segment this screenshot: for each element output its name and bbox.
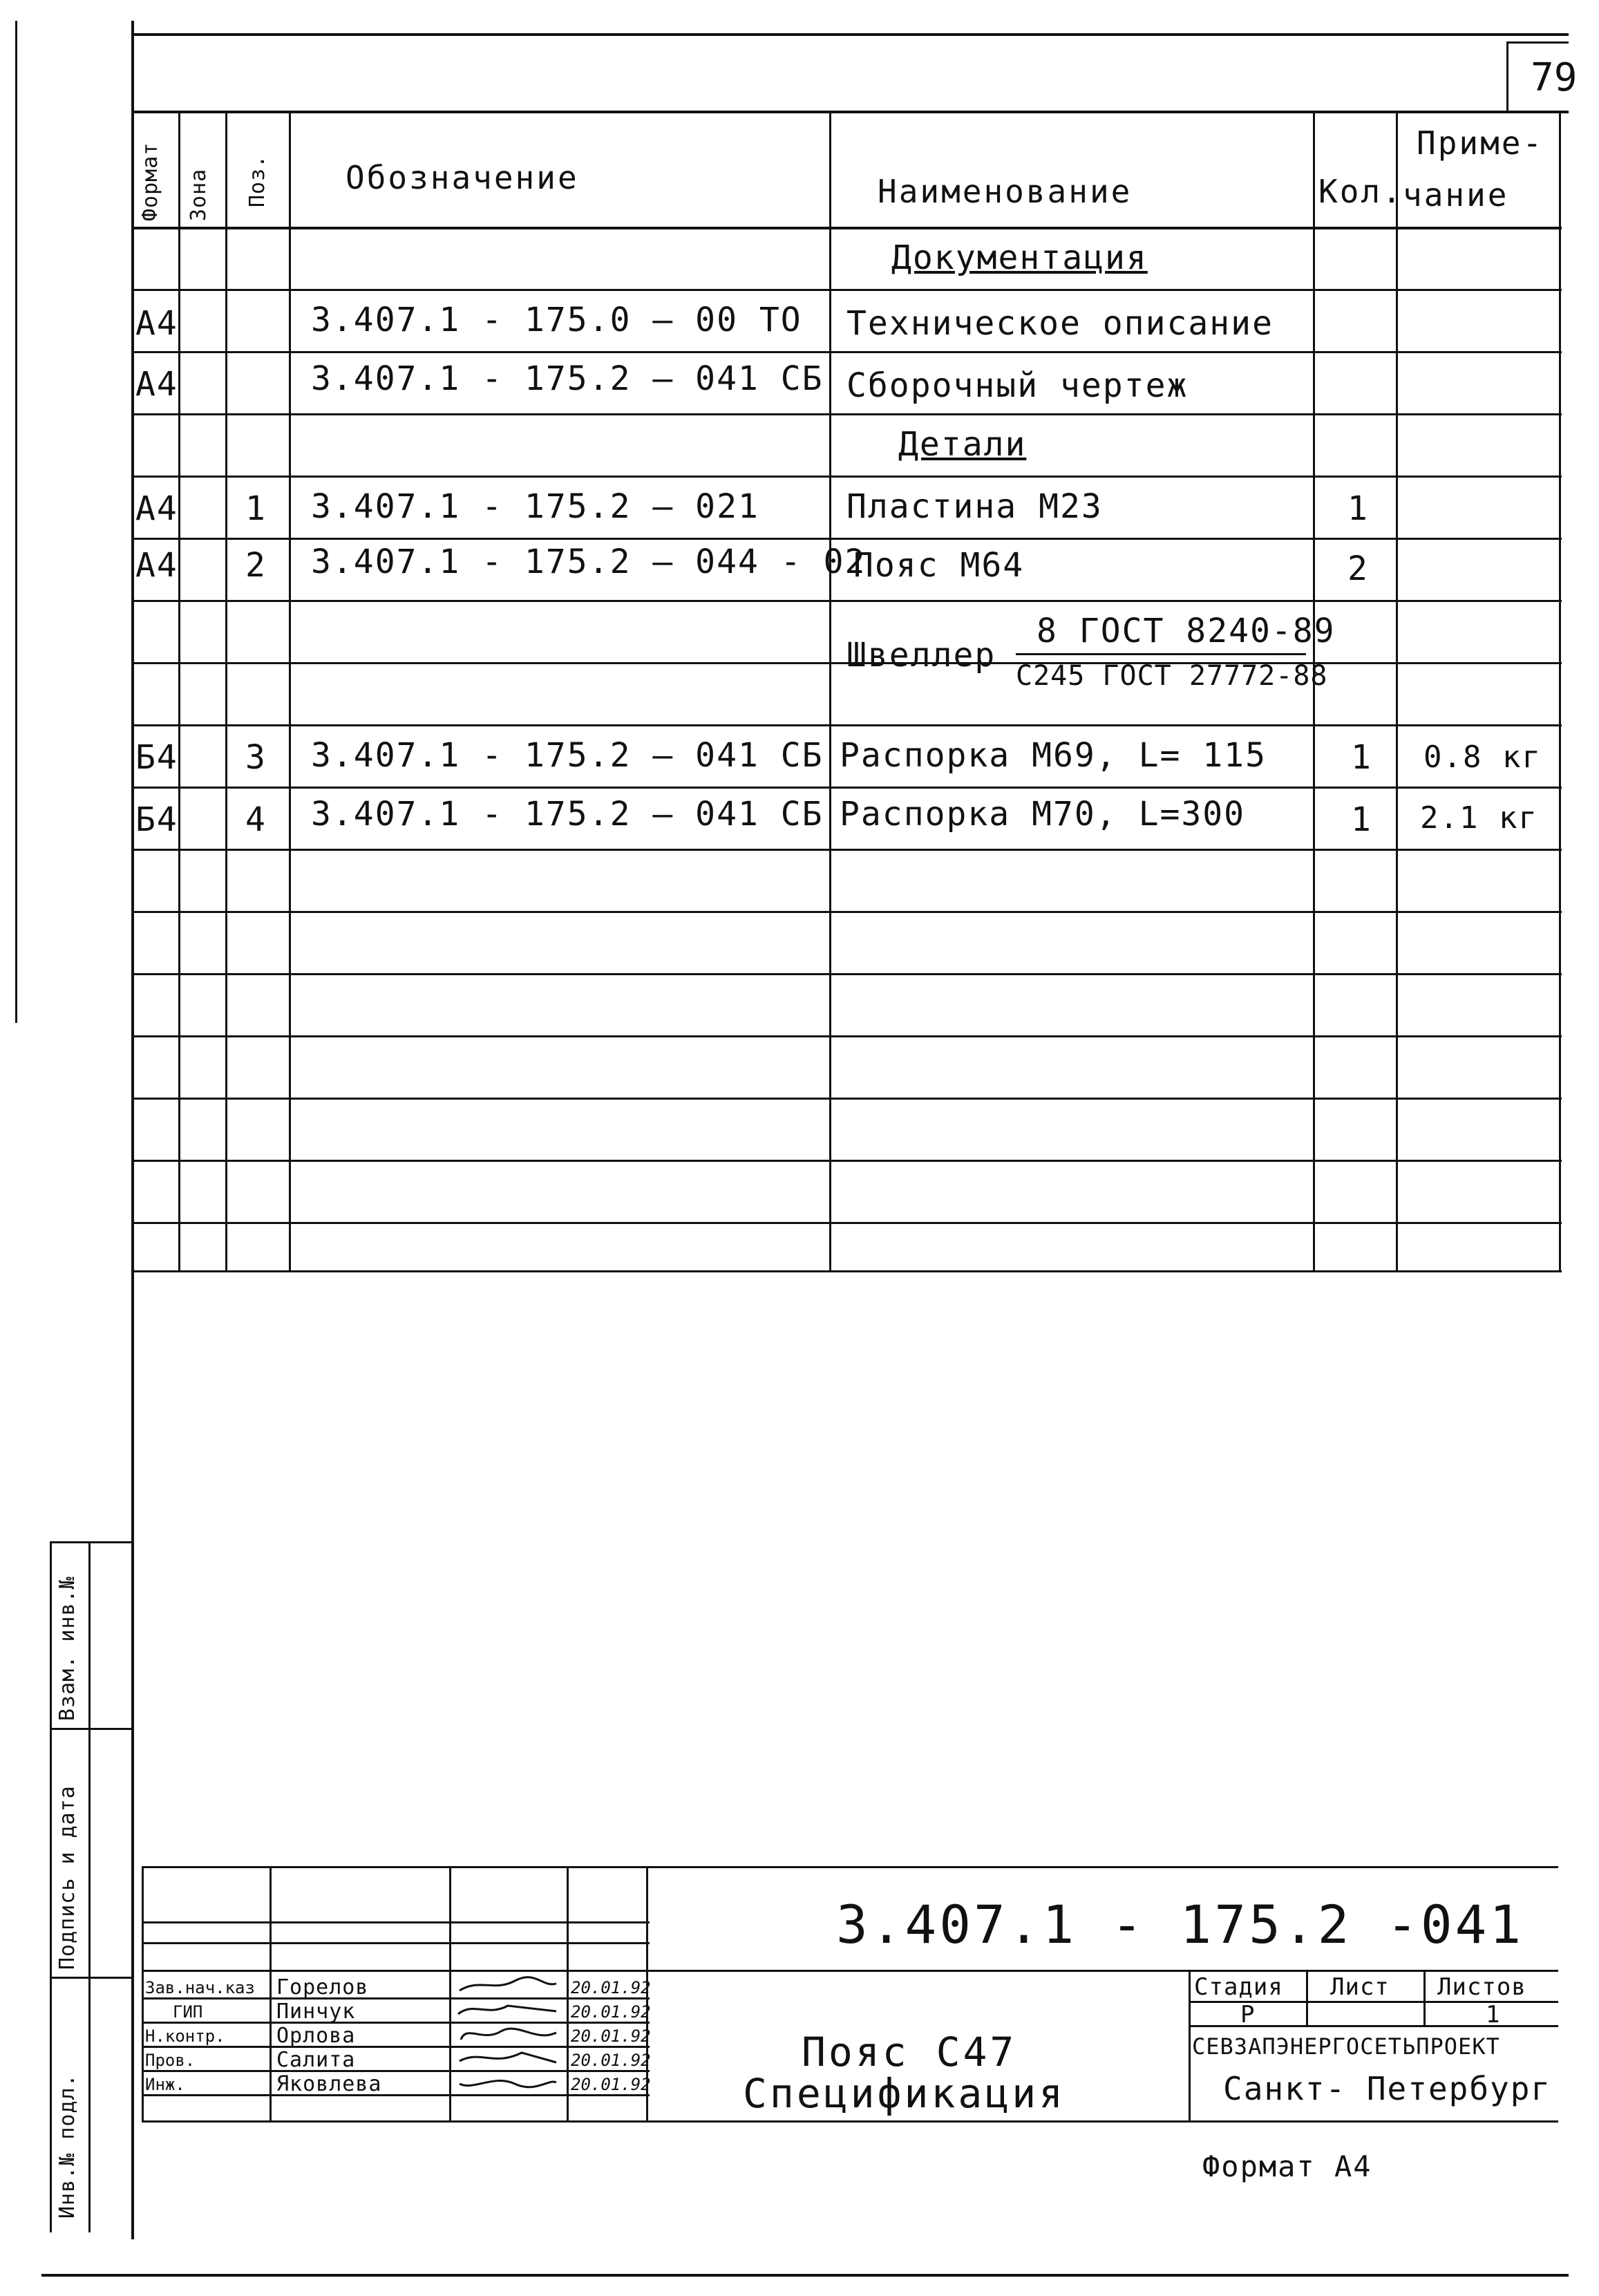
row-format: А4	[135, 546, 178, 585]
side-stamp-line	[50, 1728, 133, 1730]
title-block-line	[142, 1997, 650, 1999]
title-block-line	[142, 2094, 650, 2096]
staff-date: 20.01.92	[571, 2075, 651, 2094]
row-format: А4	[135, 304, 178, 343]
channel-label: Швеллер	[846, 636, 996, 675]
staff-name: Горелов	[276, 1975, 369, 1999]
title-block-line	[142, 2022, 650, 2024]
row-line	[131, 413, 1562, 415]
header-zone: Зона	[187, 168, 211, 221]
frame-top-line	[131, 33, 1569, 36]
row-name: Пластина М23	[846, 487, 1103, 526]
sheets-label: Листов	[1437, 1973, 1526, 2001]
signature-image	[453, 2046, 563, 2069]
side-stamp-line	[50, 1541, 133, 1543]
title-block-vline	[1423, 1970, 1426, 2025]
signature-image	[453, 2070, 563, 2093]
row-pos: 1	[245, 489, 267, 528]
row-name: Распорка М70, L=300	[840, 795, 1246, 834]
title-block-vline	[449, 1866, 451, 2122]
page-number: 79	[1531, 55, 1578, 100]
row-line	[131, 538, 1562, 540]
row-line	[131, 1035, 1562, 1037]
row-note: 0.8 кг	[1423, 740, 1542, 775]
format-label: Формат А4	[1202, 2149, 1372, 2183]
channel-bottom: С245 ГОСТ 27772-88	[1016, 660, 1328, 692]
title-block-vline	[1189, 1970, 1191, 2122]
staff-name: Салита	[276, 2048, 356, 2072]
section-details: Детали	[898, 425, 1027, 464]
signature-image	[453, 2022, 563, 2045]
frame-left-line	[131, 21, 134, 2239]
row-line	[131, 476, 1562, 478]
title-block-top	[142, 1866, 1558, 1868]
side-stamp-line	[50, 1977, 133, 1979]
row-qty: 1	[1347, 489, 1369, 528]
row-line	[131, 724, 1562, 726]
row-line	[131, 973, 1562, 975]
row-designation: 3.407.1 - 175.2 — 041 СБ	[311, 795, 824, 834]
title-block-line	[142, 1970, 1558, 1972]
row-line	[131, 911, 1562, 913]
header-bottom-line	[131, 227, 1562, 229]
row-designation: 3.407.1 - 175.2 — 041 СБ	[311, 736, 824, 775]
page-box-line	[1506, 41, 1508, 111]
row-name: Техническое описание	[846, 304, 1274, 343]
page-box-line	[1506, 41, 1569, 44]
header-note-1: Приме-	[1417, 124, 1544, 162]
sheet-label: Лист	[1330, 1973, 1390, 2001]
row-format: Б4	[135, 738, 178, 777]
org-name: СЕВЗАПЭНЕРГОСЕТЬПРОЕКТ	[1192, 2033, 1500, 2060]
staff-role: Инж.	[145, 2075, 185, 2094]
stage-value: Р	[1240, 2001, 1256, 2029]
side-inv-dup: Взам. инв.№	[55, 1576, 79, 1721]
table-top-line	[131, 111, 1569, 113]
row-line	[131, 787, 1562, 789]
header-qty: Кол.	[1318, 173, 1403, 210]
staff-name: Орлова	[276, 2024, 356, 2048]
header-note-2: чание	[1403, 176, 1509, 214]
row-line	[131, 289, 1562, 291]
row-note: 2.1 кг	[1420, 800, 1538, 836]
staff-date: 20.01.92	[571, 2051, 651, 2070]
header-designation: Обозначение	[346, 159, 579, 196]
staff-name: Пинчук	[276, 1999, 356, 2024]
staff-role: Н.контр.	[145, 2026, 225, 2046]
signature-image	[453, 1971, 563, 1997]
sheets-value: 1	[1486, 2001, 1501, 2029]
row-designation: 3.407.1 - 175.2 — 044 - 02	[311, 543, 867, 581]
header-name: Наименование	[878, 173, 1133, 210]
row-line	[131, 1222, 1562, 1224]
title-block-vline	[142, 1866, 144, 2122]
doc-code: 3.407.1 - 175.2 -041	[836, 1894, 1524, 1955]
row-pos: 2	[245, 546, 267, 585]
row-line	[131, 351, 1562, 353]
title-block-line	[142, 2046, 650, 2048]
left-margin-line	[15, 21, 17, 1023]
title-block-line	[142, 2120, 1558, 2123]
staff-role: ГИП	[173, 2002, 203, 2022]
title-block-vline	[567, 1866, 569, 2122]
row-designation: 3.407.1 - 175.0 — 00 ТО	[311, 301, 802, 339]
staff-name: Яковлева	[276, 2072, 382, 2096]
side-inv-orig: Инв.№ подл.	[55, 2073, 79, 2219]
channel-top: 8 ГОСТ 8240-89	[1037, 612, 1336, 650]
row-format: А4	[135, 489, 178, 528]
row-name: Сборочный чертеж	[846, 366, 1189, 405]
row-line	[131, 1098, 1562, 1100]
row-qty: 2	[1347, 549, 1369, 588]
title-line-1: Пояс С47	[802, 2029, 1017, 2076]
title-block-line	[142, 1942, 650, 1944]
row-qty: 1	[1351, 738, 1372, 777]
row-format: А4	[135, 365, 178, 404]
row-qty: 1	[1351, 800, 1372, 839]
table-bottom-line	[131, 1270, 1562, 1272]
row-designation: 3.407.1 - 175.2 — 041 СБ	[311, 359, 824, 398]
title-block-line	[142, 2070, 650, 2072]
header-format: Формат	[138, 142, 162, 221]
row-name: Распорка М69, L= 115	[840, 736, 1267, 775]
staff-date: 20.01.92	[571, 1978, 651, 1997]
title-block-line	[142, 1921, 650, 1923]
title-block-vline	[269, 1866, 272, 2122]
row-name: Пояс М64	[853, 546, 1025, 585]
row-line	[131, 600, 1562, 602]
header-pos: Поз.	[245, 154, 269, 207]
row-line	[131, 1160, 1562, 1162]
row-format: Б4	[135, 800, 178, 839]
channel-fraction-line	[1016, 653, 1306, 655]
row-designation: 3.407.1 - 175.2 — 021	[311, 487, 759, 526]
title-line-2: Спецификация	[743, 2070, 1066, 2117]
signature-image	[453, 1997, 563, 2021]
staff-role: Пров.	[145, 2051, 196, 2070]
org-city: Санкт- Петербург	[1223, 2070, 1552, 2107]
staff-date: 20.01.92	[571, 2026, 651, 2046]
row-pos: 3	[245, 738, 267, 777]
side-sign-date: Подпись и дата	[55, 1785, 79, 1970]
side-stamp-line	[88, 1541, 91, 2232]
frame-bottom-line	[41, 2274, 1569, 2277]
row-line	[131, 849, 1562, 851]
stage-label: Стадия	[1194, 1973, 1283, 2001]
staff-role: Зав.нач.каз	[145, 1978, 255, 1997]
section-documentation: Документация	[891, 238, 1148, 277]
title-block-vline	[1306, 1970, 1308, 2025]
side-stamp-line	[50, 1541, 52, 2232]
staff-date: 20.01.92	[571, 2002, 651, 2022]
row-pos: 4	[245, 800, 267, 839]
